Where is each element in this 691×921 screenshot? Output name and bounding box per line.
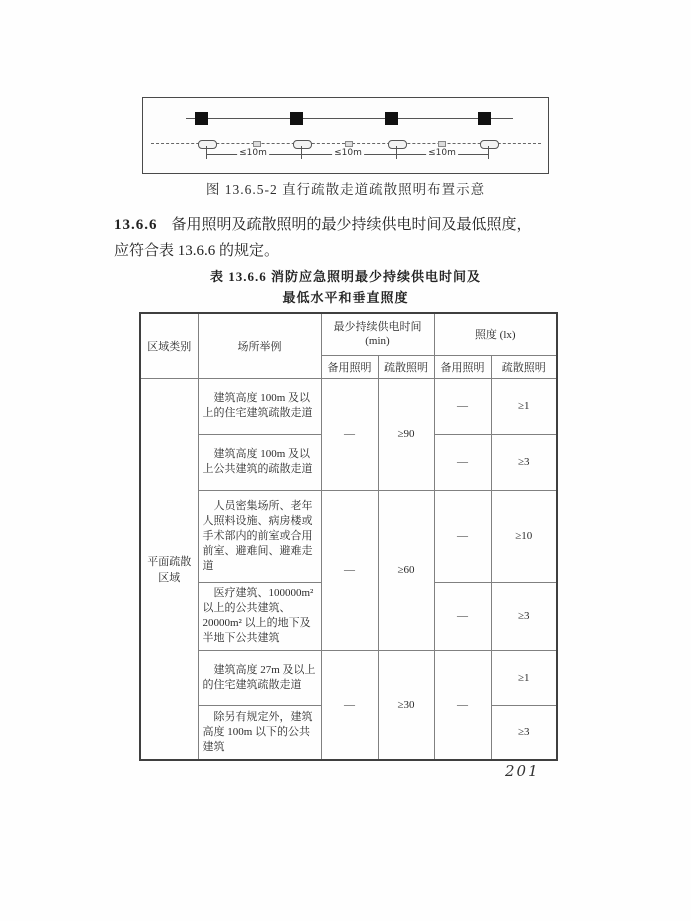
- evac-lamp-symbol-1: [198, 140, 217, 149]
- header-supply-time: [321, 313, 434, 355]
- cell-lx-evac-6: ≥3: [491, 705, 557, 760]
- dimension-tick-1: [206, 146, 207, 159]
- cell-place-1: [198, 378, 321, 434]
- subheader-backup-lx: 备用照明: [434, 355, 491, 378]
- luminaire-square-2: [290, 112, 303, 125]
- subheader-evac-lx: 疏散照明: [491, 355, 557, 378]
- cell-place-6: [198, 705, 321, 760]
- clause-number: 13.6.6: [114, 217, 158, 233]
- midpoint-mark-2: [345, 141, 353, 147]
- cell-place-2: [198, 434, 321, 490]
- header-place: 场所举例: [198, 313, 321, 378]
- dimension-label-2: ≤10m: [334, 148, 362, 158]
- place-text-3: 人员密集场所、老年人照料设施、病房楼或手术部内的前室或合用前室、避难间、避难走道: [202, 499, 313, 572]
- cell-place-5: [198, 650, 321, 705]
- table-title-line1: 表 13.6.6 消防应急照明最少持续供电时间及: [209, 269, 481, 284]
- subheader-evac-min: 疏散照明: [378, 355, 434, 378]
- place-text-5: 建筑高度 27m 及以上的住宅建筑疏散走道: [202, 663, 316, 691]
- header-supply-time-unit: (min): [365, 335, 390, 348]
- header-region: 区域类别: [140, 313, 198, 378]
- place-text-2: 建筑高度 100m 及以上公共建筑的疏散走道: [202, 448, 313, 475]
- figure-corridor-lighting-diagram: [142, 97, 549, 174]
- cell-lx-evac-4: ≥3: [491, 582, 557, 650]
- evac-lamp-symbol-2: [293, 140, 312, 149]
- dimension-tick-3: [396, 146, 397, 159]
- evac-lamp-symbol-4: [480, 140, 499, 149]
- place-text-6: 除另有规定外，建筑高度 100m 以下的公共建筑: [202, 710, 313, 753]
- clause-text-line2: 应符合表 13.6.6 的规定。: [114, 243, 280, 259]
- luminaire-square-1: [195, 112, 208, 125]
- cell-supply-evac-g2: ≥60: [378, 490, 434, 650]
- cell-lx-evac-5: ≥1: [491, 650, 557, 705]
- cell-supply-backup-g2: —: [321, 490, 378, 650]
- cell-supply-backup-g1: —: [321, 378, 378, 490]
- cell-lx-backup-4: —: [434, 582, 491, 650]
- place-text-1: 建筑高度 100m 及以上的住宅建筑疏散走道: [202, 392, 313, 419]
- luminaire-square-4: [478, 112, 491, 125]
- dimension-tick-4: [488, 146, 489, 159]
- cell-lx-evac-1: ≥1: [491, 378, 557, 434]
- evac-lamp-symbol-3: [388, 140, 407, 149]
- cell-lx-backup-3: —: [434, 490, 491, 582]
- place-text-4: 医疗建筑、100000m² 以上的公共建筑、20000m² 以上的地下及半地下公共建筑: [202, 587, 314, 644]
- dimension-label-1: ≤10m: [239, 148, 267, 158]
- clause-line-1: [114, 212, 580, 238]
- midpoint-mark-1: [253, 141, 261, 147]
- header-supply-time-text: 最少持续供电时间: [333, 321, 422, 334]
- cell-lx-backup-1: —: [434, 378, 491, 434]
- cell-lx-backup-g3: —: [434, 650, 491, 760]
- header-illuminance: 照度 (lx): [434, 313, 557, 355]
- dimension-label-3: ≤10m: [428, 148, 456, 158]
- cell-lx-backup-2: —: [434, 434, 491, 490]
- cell-supply-evac-g3: ≥30: [378, 650, 434, 760]
- cell-place-3: [198, 490, 321, 582]
- cell-region-label: 平面疏散区域: [140, 378, 198, 760]
- dimension-tick-2: [301, 146, 302, 159]
- cell-supply-backup-g3: —: [321, 650, 378, 760]
- page-number: 201: [505, 762, 540, 780]
- clause-13-6-6: [114, 212, 580, 264]
- table-13-6-6: [139, 312, 558, 761]
- cell-supply-evac-g1: ≥90: [378, 378, 434, 490]
- figure-caption: 图 13.6.5-2 直行疏散走道疏散照明布置示意: [205, 182, 486, 197]
- cell-place-4: [198, 582, 321, 650]
- clause-text-line1: 备用照明及疏散照明的最少持续供电时间及最低照度，: [171, 217, 532, 233]
- ceiling-line: [186, 118, 513, 119]
- midpoint-mark-3: [438, 141, 446, 147]
- cell-lx-evac-3: ≥10: [491, 490, 557, 582]
- cell-lx-evac-2: ≥3: [491, 434, 557, 490]
- table-title-line2: 最低水平和垂直照度: [282, 290, 409, 305]
- luminaire-square-3: [385, 112, 398, 125]
- subheader-backup-min: 备用照明: [321, 355, 378, 378]
